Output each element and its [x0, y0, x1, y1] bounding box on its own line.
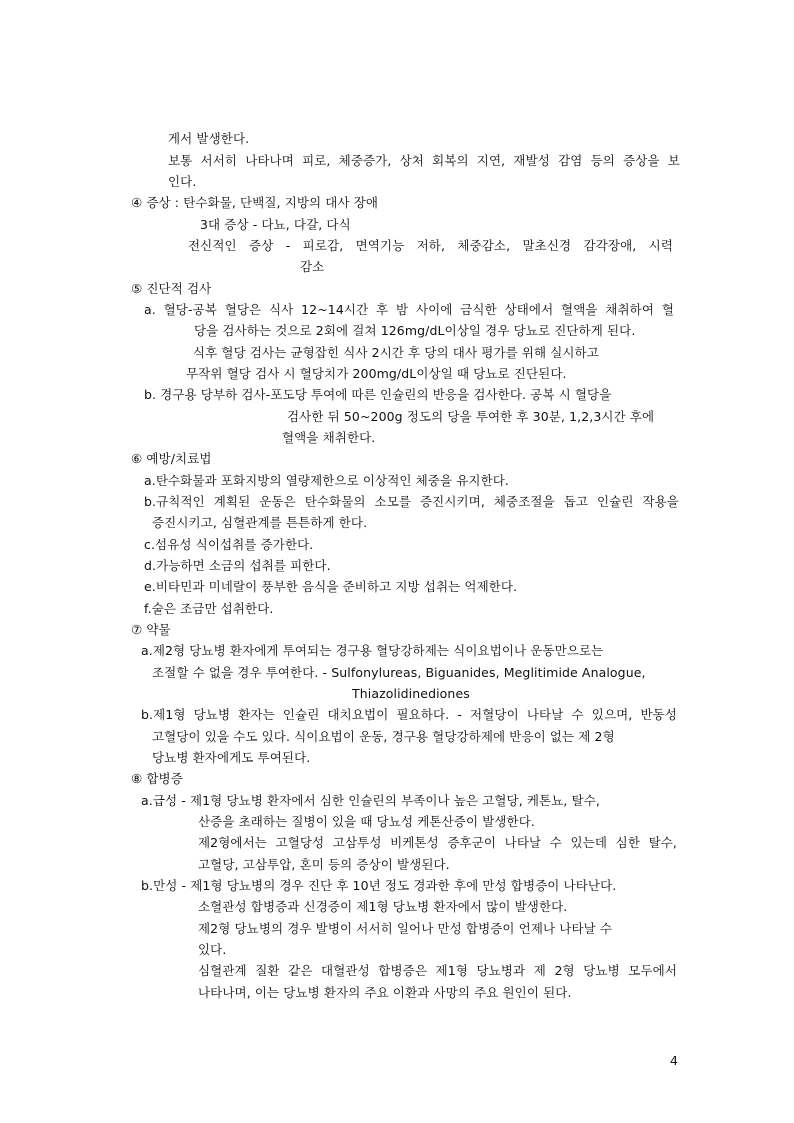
text-line: 있다. — [198, 942, 227, 957]
text-line: b.제1형 당뇨병 환자는 인슐린 대치요법이 필요하다. - 저혈당이 나타날 수 있으며, 반동성 — [141, 707, 677, 722]
text-line: 제2형에서는 고혈당성 고삼투성 비케톤성 증후군이 나타날 수 있는데 심한 탈수, — [198, 835, 677, 850]
text-line: 증진시키고, 심혈관계를 튼튼하게 한다. — [152, 515, 368, 530]
text-line: Thiazolidinediones — [352, 686, 470, 701]
text-line: a. 혈당-공복 혈당은 식사 12~14시간 후 밤 사이에 금식한 상태에서 혈액을 채취하여 혈 — [144, 302, 674, 317]
text-line: 무작위 혈당 검사 시 혈당치가 200mg/dL이상일 때 당뇨로 진단된다. — [186, 366, 567, 381]
text-line: 산증을 초래하는 질병이 있을 때 당뇨성 케톤산증이 발생한다. — [198, 814, 535, 829]
text-line: b.규칙적인 계획된 운동은 탄수화물의 소모를 증진시키며, 체중조절을 돕고 인슐린 작용을 — [144, 494, 679, 509]
text-line: 조절할 수 없을 경우 투여한다. - Sulfonylureas, Biguanides, Meglitimide Analogue, — [152, 665, 646, 680]
section-heading: ⑤ 진단적 검사 — [131, 281, 212, 296]
section-heading: ⑦ 약물 — [131, 622, 171, 637]
text-line: e.비타민과 미네랄이 풍부한 음식을 준비하고 지방 섭취는 억제한다. — [144, 579, 518, 594]
text-line: c.섬유성 식이섭취를 증가한다. — [144, 537, 314, 552]
text-line: 당뇨병 환자에게도 투여된다. — [152, 750, 311, 765]
text-line: 감소 — [300, 259, 325, 274]
text-line: 소혈관성 합병증과 신경증이 제1형 당뇨병 환자에서 많이 발생한다. — [198, 899, 568, 914]
text-line: b.만성 - 제1형 당뇨병의 경우 진단 후 10년 정도 경과한 후에 만성 합병증이 나타난다. — [141, 878, 617, 893]
text-line: f.술은 조금만 섭취한다. — [144, 601, 274, 616]
section-heading: ④ 증상 : 탄수화물, 단백질, 지방의 대사 장애 — [131, 195, 379, 210]
text-line: a.제2형 당뇨병 환자에게 투여되는 경구용 혈당강하제는 식이요법이나 운동만으로는 — [141, 643, 604, 658]
text-line: a.급성 - 제1형 당뇨병 환자에서 심한 인슐린의 부족이나 높은 고혈당, 케톤뇨, 탈수, — [141, 793, 600, 808]
text-line: 게서 발생한다. — [168, 131, 250, 146]
text-line: 식후 혈당 검사는 균형잡힌 식사 2시간 후 당의 대사 평가를 위해 실시하고 — [193, 345, 599, 360]
text-line: 3대 증상 - 다뇨, 다갈, 다식 — [200, 217, 351, 232]
text-line: 고혈당, 고삼투압, 혼미 등의 증상이 발생된다. — [198, 857, 450, 872]
text-line: 고혈당이 있을 수도 있다. 식이요법이 운동, 경구용 혈당강하제에 반응이 없는 제 2형 — [152, 729, 615, 744]
text-line: d.가능하면 소금의 섭취를 피한다. — [144, 558, 331, 573]
text-line: a.탄수화물과 포화지방의 열량제한으로 이상적인 체중을 유지한다. — [144, 473, 509, 488]
text-line: b. 경구용 당부하 검사-포도당 투여에 따른 인슐린의 반응을 검사한다. 공복 시 혈당을 — [144, 387, 612, 402]
section-heading: ⑥ 예방/치료법 — [131, 451, 212, 466]
text-line: 검사한 뒤 50~200g 정도의 당을 투여한 후 30분, 1,2,3시간 후에 — [287, 409, 655, 424]
text-line: 제2형 당뇨병의 경우 발병이 서서히 일어나 만성 합병증이 언제나 나타날 수 — [198, 921, 613, 936]
text-line: 나타나며, 이는 당뇨병 환자의 주요 이환과 사망의 주요 원인이 된다. — [198, 985, 572, 1000]
text-line: 보통 서서히 나타나며 피로, 체중증가, 상처 회복의 지연, 재발성 감염 등의 증상을 보 — [168, 153, 680, 168]
text-line: 인다. — [168, 174, 197, 189]
page-number: 4 — [670, 1053, 678, 1068]
text-line: 심혈관계 질환 같은 대혈관성 합병증은 제1형 당뇨병과 제 2형 당뇨병 모두에서 — [198, 963, 677, 978]
text-line: 전신적인 증상 - 피로감, 면역기능 저하, 체중감소, 말초신경 감각장애, 시력 — [188, 238, 673, 253]
text-line: 당을 검사하는 것으로 2회에 걸쳐 126mg/dL이상일 경우 당뇨로 진단하게 된다. — [194, 323, 636, 338]
section-heading: ⑧ 합병증 — [131, 771, 183, 786]
text-line: 혈액을 채취한다. — [282, 430, 376, 445]
